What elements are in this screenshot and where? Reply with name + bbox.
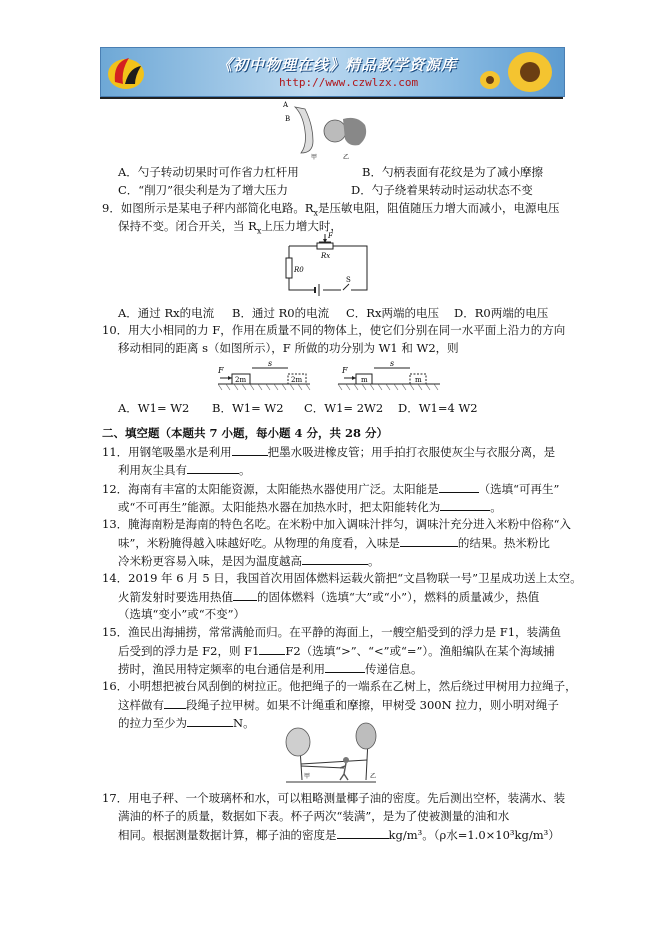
q9-line1: 9．如图所示是某电子秤内部简化电路。$R_x$是压敏电阻，阻值随压力增大而减小，电源电压 [102,201,560,218]
q13-blank1[interactable] [400,534,458,547]
q8-option-a: A．勺子转动切果时可作省力杠杆用 [118,165,299,179]
q13-line1: 13．腌海南粉是海南的特色名吃。在米粉中加入调味汁拌匀，调味汁充分进入米粉中俗称“入 [102,517,572,531]
q9-option-b: B．通过 R0的电流 [232,306,330,320]
header-banner [100,47,565,97]
q11-blank1[interactable] [232,443,268,456]
q15-line3: 捞时，渔民用特定频率的电台通信是利用 传递信息。 [118,662,423,676]
q10-line2: 移动相同的距离 s（如图所示），F 所做的功分别为 W1 和 W2，则 [118,341,459,355]
q8-option-d: D．勺子绕着果转动时运动状态不变 [351,183,533,197]
q17-line1: 17．用电子秤、一个玻璃杯和水，可以粗略测量椰子油的密度。先后测出空杯，装满水、装 [102,791,566,805]
circuit-label-f: F [328,232,333,240]
q16-line3: 的拉力至少为 N。 [118,716,255,730]
work-fig-s2: s [390,360,395,368]
q12-blank1[interactable] [439,480,479,493]
trees-label-yi: 乙 [370,773,377,780]
q17-blank1[interactable] [337,826,389,839]
q17-line3: 相同。根据测量数据计算，椰子油的密度是 kg/m³。（ρ水=1.0×10³kg/m³） [118,828,560,842]
q13-line2: 味”，米粉腌得越入味越好吃。从物理的角度看，入味是 的结果。热米粉比 [118,536,550,550]
q14-line3: （选填“变小”或“不变”） [118,607,246,621]
q16-line2: 这样做有 段绳子拉甲树。如果不计绳重和摩擦，甲树受 300N 拉力，则小明对绳子 [118,698,559,712]
q11-line1: 11．用钢笔吸墨水是利用 把墨水吸进橡皮管；用手拍打衣服使灰尘与衣服分离，是 [102,445,556,459]
circuit-diagram [283,232,373,304]
q11-line2: 利用灰尘具有 。 [118,463,251,477]
work-fig-f1: F [218,366,224,375]
q10-option-a: A．W1= W2 [118,401,190,415]
spoon-label-yi: 乙 [343,154,350,161]
q16-blank1[interactable] [164,696,186,709]
q10-option-d: D．W1=4 W2 [398,401,478,415]
q9-line2: 保持不变。闭合开关，当 $R_x$上压力增大时， [118,219,342,236]
site-logo-icon [105,52,147,92]
q15-line1: 15．渔民出海捕捞，常常满舱而归。在平静的海面上，一艘空船受到的浮力是 F1，装满鱼 [102,625,562,639]
q10-option-b: B．W1= W2 [212,401,284,415]
sunflower-icon [478,50,558,94]
q9-option-d: D．R0两端的电压 [454,306,549,320]
q13-blank2[interactable] [302,552,368,565]
work-fig-s1: s [268,360,273,368]
q8-option-b: B．勺柄表面有花纹是为了减小摩擦 [362,165,543,179]
trees-label-jia: 甲 [304,773,311,780]
work-comparison-figure [218,360,440,394]
header-title: 《初中物理在线》精品教学资源库 [217,56,458,74]
work-fig-2m-b: 2m [291,376,303,384]
work-fig-m-b: m [415,376,422,384]
q15-line2: 后受到的浮力是 F2，则 F1 F2（选填“>”、“<”或“=”）。渔船编队在某个海域捕 [118,644,555,658]
spoon-label-b: B [285,115,291,123]
circuit-label-rx: Rx [321,252,331,260]
spoon-label-a: A [283,101,289,109]
q15-blank1[interactable] [259,642,285,655]
work-fig-f2: F [342,366,348,375]
header-url[interactable]: http://www.czwlzx.com [279,76,419,89]
q12-line1: 12．海南有丰富的太阳能资源，太阳能热水器使用广泛。太阳能是 （选填“可再生” [102,482,560,496]
q16-line1: 16．小明想把被台风刮倒的树拉正。他把绳子的一端系在乙树上，然后绕过甲树用力拉绳子， [102,679,577,693]
q14-line1: 14．2019 年 6 月 5 日，我国首次用固体燃料运载火箭把“文昌物联一号”卫星成功送上太空。 [102,571,582,585]
circuit-label-s: S [346,276,351,284]
q15-blank2[interactable] [325,660,365,673]
circuit-label-r0: R0 [294,266,304,274]
q17-line2: 满油的杯子的质量，数据如下表。杯子两次“装满”，是为了使被测量的油和水 [118,809,510,823]
spoon-label-jia: 甲 [311,154,318,161]
q8-option-c: C．“削刀”很尖利是为了增大压力 [118,183,289,197]
work-fig-2m-a: 2m [235,376,247,384]
q14-blank1[interactable] [233,588,257,601]
work-fig-m-a: m [361,376,368,384]
q10-option-c: C．W1= 2W2 [304,401,384,415]
q10-line1: 10．用大小相同的力 F，作用在质量不同的物体上，使它们分别在同一水平面上沿力的方向 [102,323,566,337]
spoon-figure [283,101,371,161]
q12-blank2[interactable] [440,498,490,511]
q11-blank2[interactable] [187,461,239,474]
q12-line2: 或“不可再生”能源。太阳能热水器在加热水时，把太阳能转化为 。 [118,500,502,514]
q9-option-c: C．Rx两端的电压 [346,306,439,320]
header-rule [100,97,563,99]
trees-rope-figure [280,722,380,784]
q9-option-a: A．通过 Rx的电流 [118,306,215,320]
section-fill-in-title: 二、填空题（本题共 7 小题，每小题 4 分，共 28 分） [102,426,389,440]
q13-line3: 冷米粉更容易入味，是因为温度越高 。 [118,554,380,568]
q14-line2: 火箭发射时要选用热值 的固体燃料（选填“大”或“小”），燃料的质量减少，热值 [118,590,540,604]
q16-blank2[interactable] [187,714,233,727]
